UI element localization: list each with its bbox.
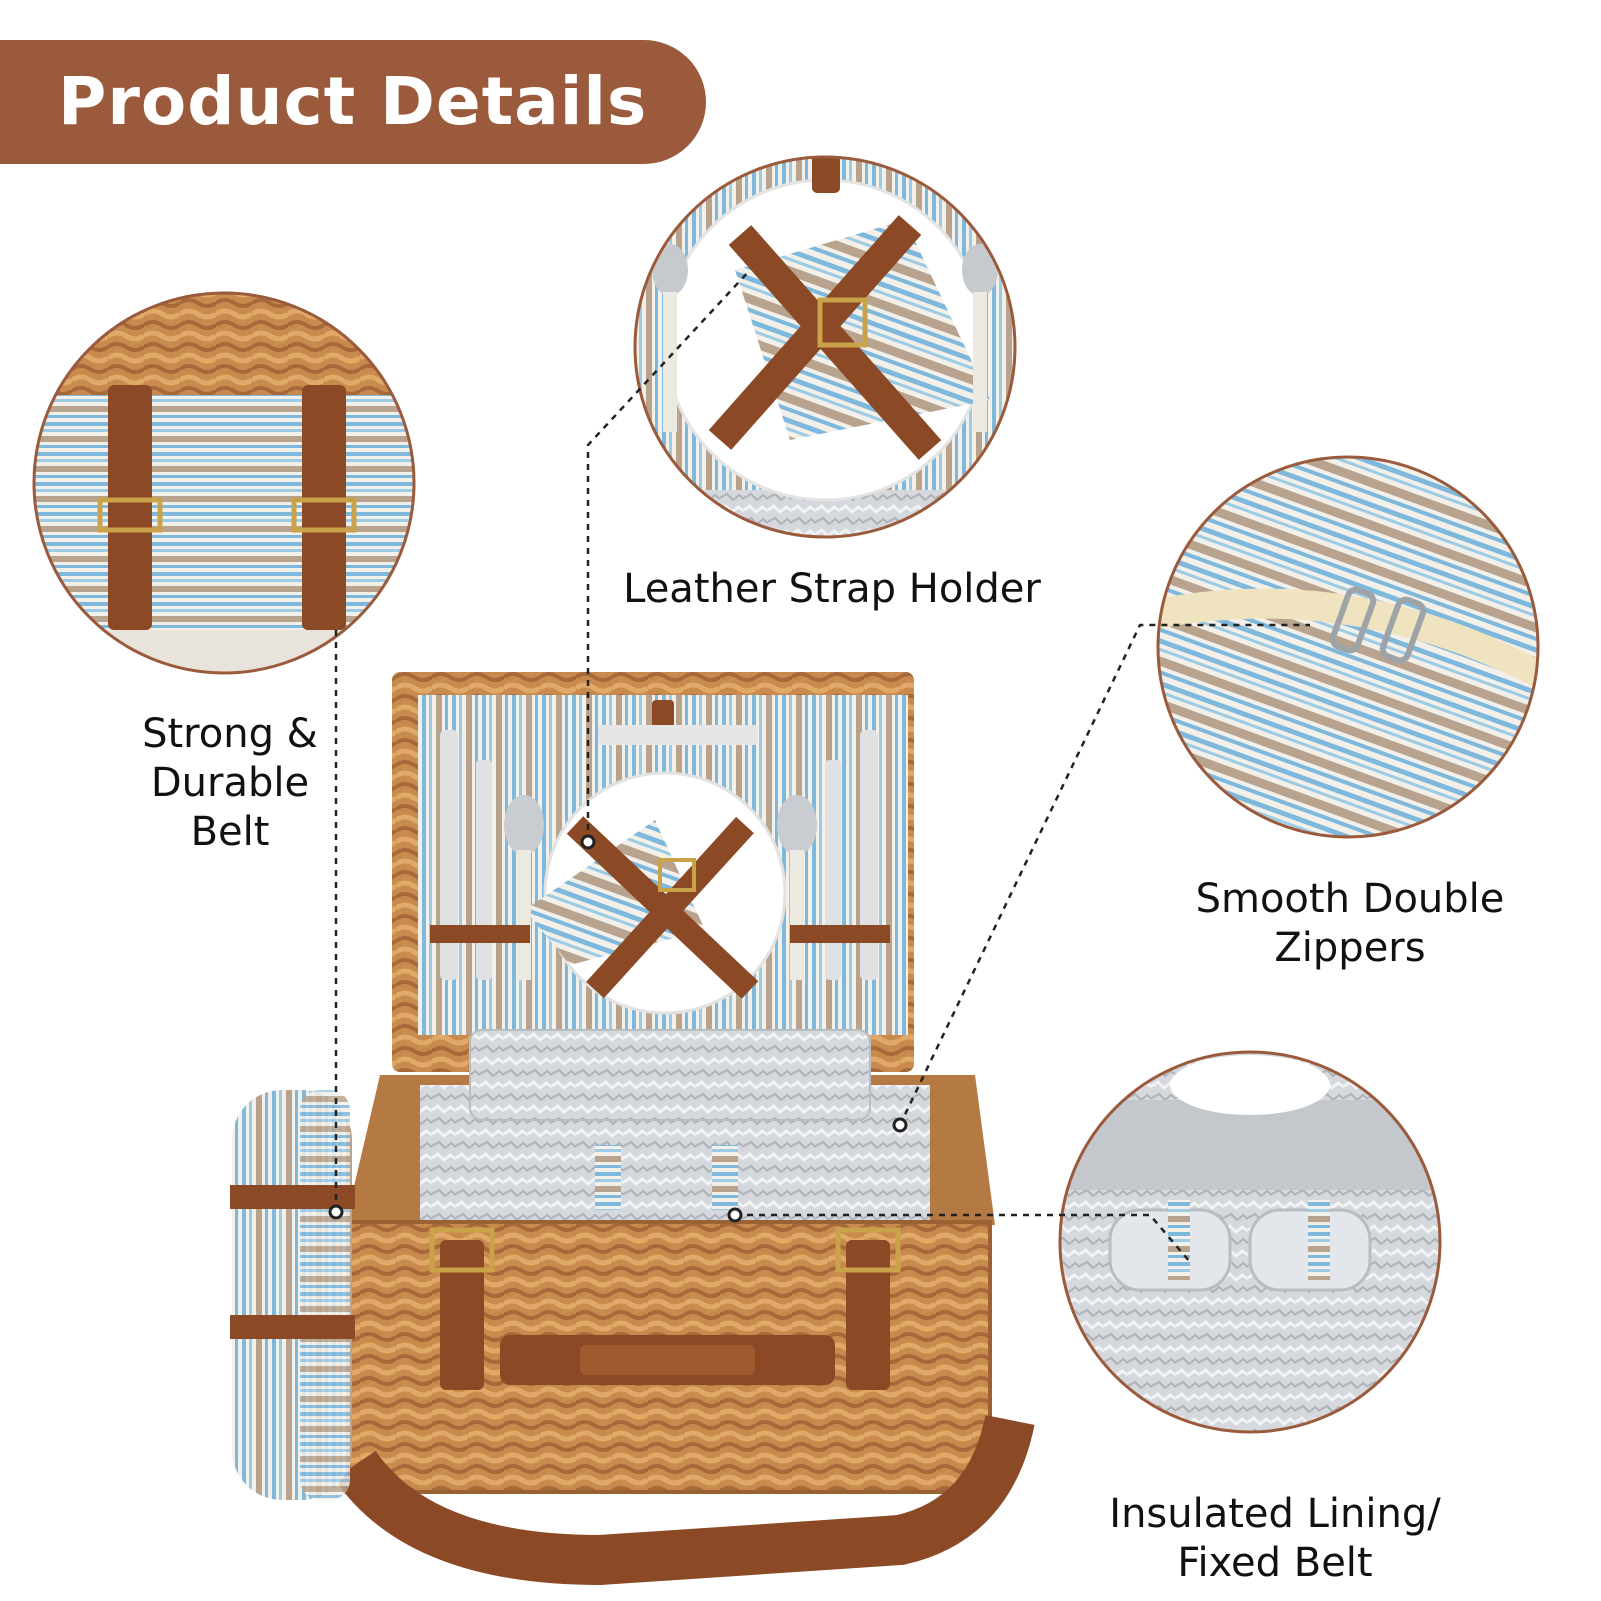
callout-insulated-lining	[1085, 1490, 1465, 1588]
callout-line: Zippers	[1274, 925, 1426, 972]
callout-line: Insulated Lining/	[1109, 1491, 1441, 1537]
page-title: Product Details	[58, 63, 648, 140]
callout-line: Strong &	[142, 711, 318, 757]
strap-detail-circle	[630, 148, 1030, 550]
callout-strong-durable-belt	[120, 710, 340, 858]
zipper-detail-circle	[1150, 450, 1550, 850]
callout-line: Leather Strap Holder	[623, 566, 1041, 612]
callout-line: Smooth Double	[1195, 876, 1505, 922]
callout-smooth-double-zippers	[1170, 875, 1530, 973]
callout-line: Durable	[150, 760, 310, 807]
callout-leather-strap-holder	[602, 565, 1062, 614]
callout-line: Fixed Belt	[1177, 1540, 1373, 1587]
picnic-basket	[230, 672, 1010, 1560]
callout-line: Belt	[190, 809, 270, 856]
